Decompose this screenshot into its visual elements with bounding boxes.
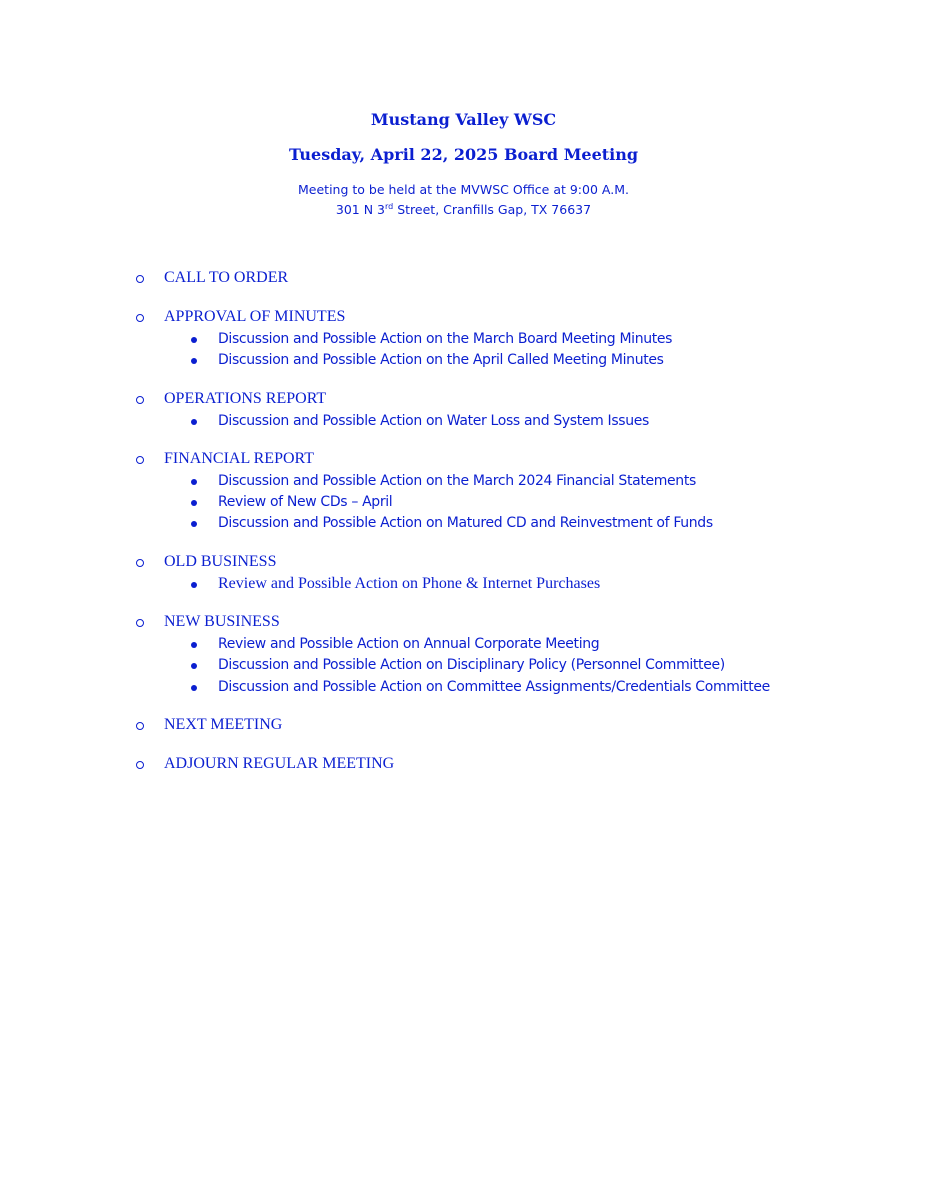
circle-bullet-icon bbox=[136, 761, 144, 769]
bullet-icon bbox=[191, 663, 197, 669]
list-item-text: Discussion and Possible Action on Disciplinary Policy (Personnel Committee) bbox=[218, 657, 725, 674]
list-item-text: Review and Possible Action on Phone & Internet Purchases bbox=[218, 574, 601, 592]
sub-item-list bbox=[0, 411, 927, 432]
address-rest: Street, Cranfills Gap, TX 76637 bbox=[393, 202, 592, 217]
list-item bbox=[0, 574, 927, 595]
meeting-title: Tuesday, April 22, 2025 Board Meeting bbox=[288, 145, 639, 164]
list-item bbox=[0, 350, 927, 371]
circle-bullet-icon bbox=[136, 619, 144, 627]
agenda-section-next-meeting bbox=[0, 715, 927, 737]
section-title: APPROVAL OF MINUTES bbox=[164, 308, 346, 325]
circle-bullet-icon bbox=[136, 314, 144, 322]
agenda-section-operations-report bbox=[0, 389, 927, 432]
section-title: FINANCIAL REPORT bbox=[164, 449, 315, 467]
bullet-icon bbox=[191, 500, 197, 506]
list-item-text: Review and Possible Action on Annual Corporate Meeting bbox=[218, 636, 600, 653]
section-title: CALL TO ORDER bbox=[164, 269, 289, 286]
address-number: 301 N 3 bbox=[335, 202, 386, 217]
bullet-icon bbox=[191, 521, 197, 527]
agenda-section-financial-report bbox=[0, 449, 927, 535]
list-item bbox=[0, 329, 927, 350]
section-title: NEXT MEETING bbox=[164, 715, 283, 733]
list-item bbox=[0, 677, 927, 698]
list-item bbox=[0, 634, 927, 655]
list-item-text: Review of New CDs – April bbox=[218, 494, 393, 511]
address-line bbox=[0, 200, 927, 220]
meeting-location bbox=[0, 180, 927, 220]
list-item bbox=[0, 471, 927, 492]
bullet-icon bbox=[191, 582, 197, 588]
bullet-icon bbox=[191, 337, 197, 343]
list-item-text: Discussion and Possible Action on the April Called Meeting Minutes bbox=[218, 352, 664, 369]
organization-name: Mustang Valley WSC bbox=[370, 110, 557, 129]
circle-bullet-icon bbox=[136, 722, 144, 730]
list-item-text: Discussion and Possible Action on Committee Assignments/Credentials Committee bbox=[218, 678, 770, 695]
bullet-icon bbox=[191, 358, 197, 364]
bullet-icon bbox=[191, 419, 197, 425]
bullet-icon bbox=[191, 479, 197, 485]
agenda-section-adjourn bbox=[0, 754, 927, 776]
agenda-list bbox=[0, 268, 927, 793]
section-title: ADJOURN REGULAR MEETING bbox=[164, 754, 395, 772]
bullet-icon bbox=[191, 685, 197, 691]
agenda-section-approval-of-minutes bbox=[0, 307, 927, 372]
agenda-section-new-business bbox=[0, 612, 927, 698]
list-item-text: Discussion and Possible Action on Water Loss and System Issues bbox=[218, 412, 649, 429]
list-item-text: Discussion and Possible Action on the March Board Meeting Minutes bbox=[218, 331, 673, 347]
circle-bullet-icon bbox=[136, 275, 144, 283]
section-title: OLD BUSINESS bbox=[164, 552, 277, 570]
section-title: NEW BUSINESS bbox=[164, 613, 280, 631]
circle-bullet-icon bbox=[136, 456, 144, 464]
agenda-section-call-to-order bbox=[0, 268, 927, 290]
sub-item-list bbox=[0, 634, 927, 698]
list-item bbox=[0, 655, 927, 676]
bullet-icon bbox=[191, 642, 197, 648]
list-item-text: Discussion and Possible Action on the March 2024 Financial Statements bbox=[218, 472, 696, 489]
location-line: Meeting to be held at the MVWSC Office at 9:00 A.M. bbox=[298, 182, 629, 197]
section-title: OPERATIONS REPORT bbox=[164, 389, 327, 407]
sub-item-list bbox=[0, 574, 927, 595]
list-item bbox=[0, 411, 927, 432]
agenda-section-old-business bbox=[0, 552, 927, 595]
circle-bullet-icon bbox=[136, 396, 144, 404]
list-item bbox=[0, 513, 927, 534]
address-ordinal: rd bbox=[385, 201, 394, 211]
sub-item-list bbox=[0, 329, 927, 372]
list-item-text: Discussion and Possible Action on Matured CD and Reinvestment of Funds bbox=[218, 515, 713, 532]
sub-item-list bbox=[0, 471, 927, 535]
list-item bbox=[0, 492, 927, 513]
circle-bullet-icon bbox=[136, 559, 144, 567]
